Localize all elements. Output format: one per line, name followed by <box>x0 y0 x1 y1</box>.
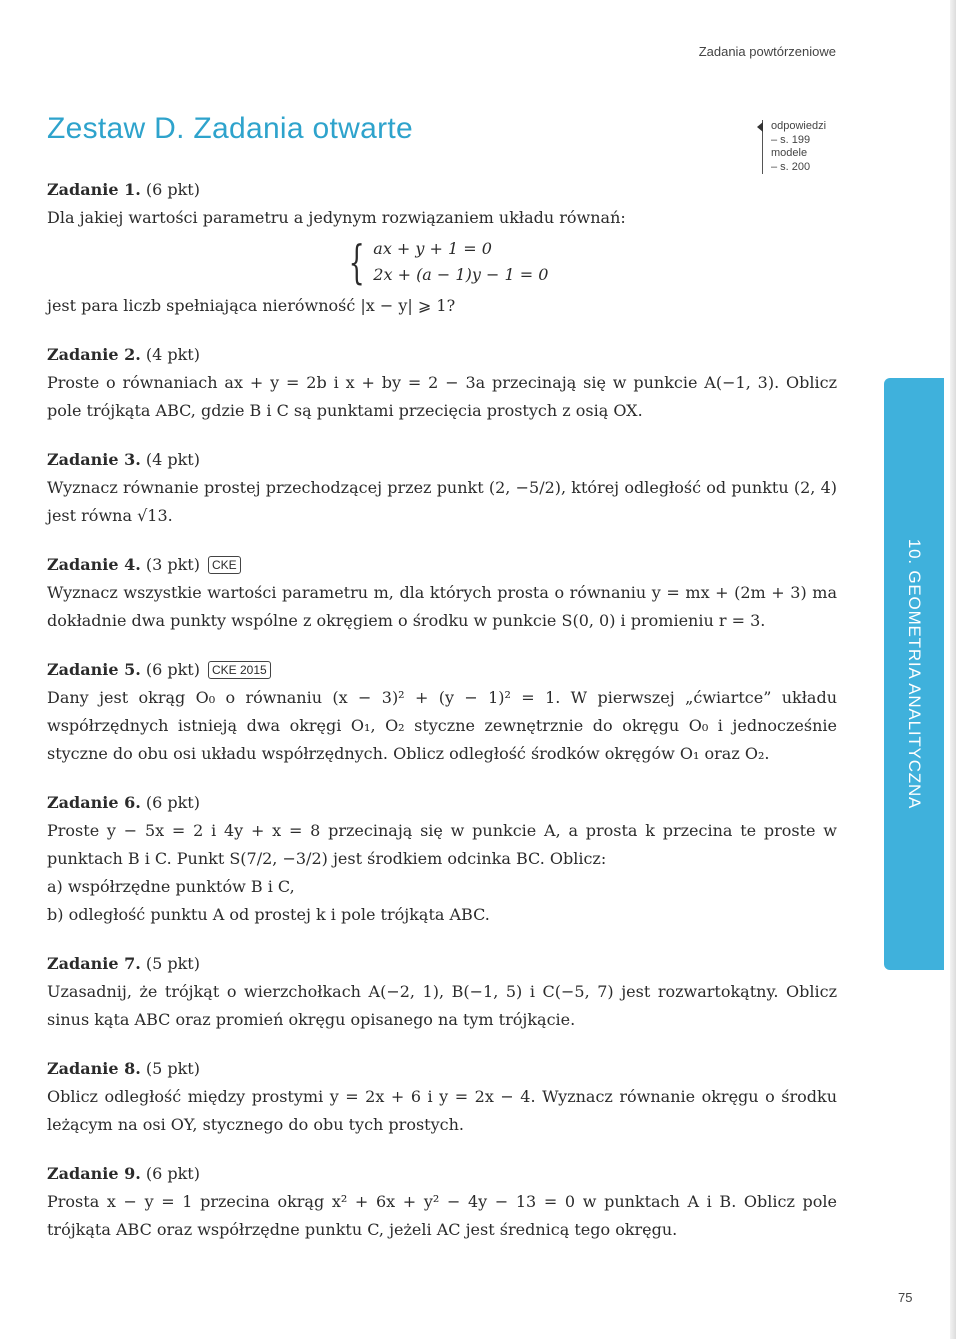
side-note-line: modele <box>771 147 808 159</box>
task-5 <box>47 656 837 768</box>
task-2 <box>47 341 837 425</box>
page-number: 75 <box>898 1290 913 1305</box>
task-label: Zadanie 6. <box>47 793 141 812</box>
task-text-after: jest para liczb spełniająca nierówność |x − y| ⩾ 1? <box>47 296 456 315</box>
task-label: Zadanie 7. <box>47 954 141 973</box>
task-heading <box>47 1055 837 1083</box>
page-edge-shade <box>950 0 956 1339</box>
task-text: Prosta x − y = 1 przecina okrąg x² + 6x + y² − 4y − 13 = 0 w punktach A i B. Oblicz pole trójkąta ABC oraz współrzędne punktu C, jeżeli AC jest średnicą tego okręgu. <box>47 1192 837 1239</box>
task-text: Proste y − 5x = 2 i 4y + x = 8 przecinają się w punkcie A, a prosta k przecina te proste w punktach B i C. Punkt S(7/2, −3/2) jest środkiem odcinka BC. Oblicz: <box>47 821 837 868</box>
side-note-arrow-icon <box>757 122 763 132</box>
task-heading <box>47 551 837 579</box>
task-label: Zadanie 1. <box>47 180 141 199</box>
answers-side-note <box>762 120 826 174</box>
task-label: Zadanie 4. <box>47 555 141 574</box>
chapter-tab-label: 10. GEOMETRIA ANALITYCZNA <box>905 538 924 810</box>
task-text: Oblicz odległość między prostymi y = 2x + 6 i y = 2x − 4. Wyznacz równanie okręgu o środku leżącym na osi OY, stycznego do obu tych prostych. <box>47 1087 837 1134</box>
side-note-line: – s. 199 <box>771 133 811 146</box>
task-points: (6 pkt) <box>145 660 200 679</box>
equation-system <box>342 236 837 288</box>
side-note-line: odpowiedzi <box>771 120 827 132</box>
task-points: (4 pkt) <box>145 450 200 469</box>
task-points: (6 pkt) <box>145 1164 200 1183</box>
task-points: (5 pkt) <box>145 1059 200 1078</box>
equation-line: ax + y + 1 = 0 <box>373 239 492 258</box>
task-3 <box>47 446 837 530</box>
task-9 <box>47 1160 837 1244</box>
task-label: Zadanie 9. <box>47 1164 141 1183</box>
task-8 <box>47 1055 837 1139</box>
task-label: Zadanie 8. <box>47 1059 141 1078</box>
task-label: Zadanie 2. <box>47 345 141 364</box>
task-subitem: b) odległość punktu A od prostej k i pole trójkąta ABC. <box>47 905 490 924</box>
task-points: (3 pkt) <box>145 555 200 574</box>
task-points: (5 pkt) <box>145 954 200 973</box>
task-7 <box>47 950 837 1034</box>
side-note-line: – s. 200 <box>771 160 811 173</box>
task-heading <box>47 176 837 204</box>
task-4 <box>47 551 837 635</box>
task-text: Dany jest okrąg O₀ o równaniu (x − 3)² + (y − 1)² = 1. W pierwszej „ćwiartce” układu współrzędnych istnieją dwa okręgi O₁, O₂ styczne zewnętrznie do okręgu O₀ i jednocześnie styczne do obu osi układu współrzędnych. Oblicz odległość środków okręgów O₁ oraz O₂. <box>47 688 837 763</box>
task-list <box>47 176 837 1265</box>
task-text: Proste o równaniach ax + y = 2b i x + by = 2 − 3a przecinają się w punkcie A(−1, 3). Oblicz pole trójkąta ABC, gdzie B i C są punktami przecięcia prostych z osią OX. <box>47 373 837 420</box>
chapter-tab <box>884 378 944 970</box>
task-text: Wyznacz równanie prostej przechodzącej przez punkt (2, −5/2), której odległość od punktu (2, 4) jest równa √13. <box>47 478 837 525</box>
task-1 <box>47 176 837 320</box>
equation-line: 2x + (a − 1)y − 1 = 0 <box>373 265 549 284</box>
task-text: Wyznacz wszystkie wartości parametru m, dla których prosta o równaniu y = mx + (2m + 3) ma dokładnie dwa punkty wspólne z okręgiem o środku w punkcie S(0, 0) i promieniu r = 3. <box>47 583 837 630</box>
task-heading <box>47 789 837 817</box>
task-points: (4 pkt) <box>145 345 200 364</box>
source-tag: CKE 2015 <box>208 661 271 679</box>
task-6 <box>47 789 837 929</box>
task-subitem: a) współrzędne punktów B i C, <box>47 877 295 896</box>
task-heading <box>47 446 837 474</box>
task-points: (6 pkt) <box>145 793 200 812</box>
page-title: Zestaw D. Zadania otwarte <box>47 112 413 145</box>
task-label: Zadanie 3. <box>47 450 141 469</box>
running-header: Zadania powtórzeniowe <box>698 44 836 59</box>
source-tag: CKE <box>208 556 241 574</box>
left-brace-icon: { <box>348 235 365 289</box>
task-heading <box>47 341 837 369</box>
task-heading <box>47 950 837 978</box>
task-heading <box>47 656 837 684</box>
task-points: (6 pkt) <box>145 180 200 199</box>
task-text: Uzasadnij, że trójkąt o wierzchołkach A(−2, 1), B(−1, 5) i C(−5, 7) jest rozwartokątny. Oblicz sinus kąta ABC oraz promień okręgu opisanego na tym trójkącie. <box>47 982 837 1029</box>
task-text: Dla jakiej wartości parametru a jedynym rozwiązaniem układu równań: <box>47 208 626 227</box>
task-heading <box>47 1160 837 1188</box>
task-label: Zadanie 5. <box>47 660 141 679</box>
